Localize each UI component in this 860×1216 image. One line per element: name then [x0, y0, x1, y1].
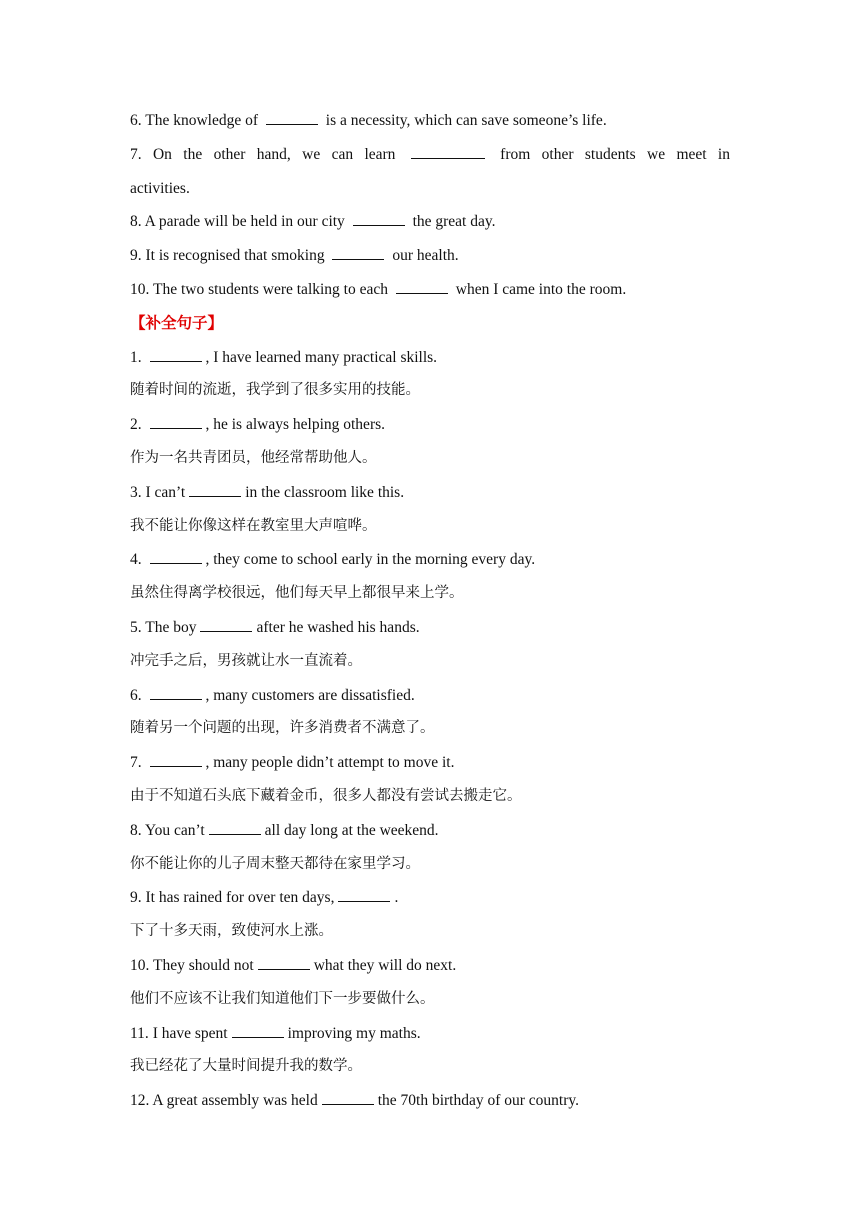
chinese-translation: 作为一名共青团员，他经常帮助他人。 [130, 449, 377, 466]
sentence-text: our health. [392, 247, 459, 265]
sentence-text: all day long at the weekend. [264, 821, 439, 839]
sentence-text: the 70th birthday of our country. [377, 1092, 580, 1110]
item-number: 4. [130, 551, 142, 569]
sentence-text: in the classroom like this. [245, 483, 405, 501]
sentence-text: It is recognised that smoking [145, 247, 325, 265]
answer-blank[interactable] [322, 1092, 374, 1105]
answer-blank[interactable] [353, 213, 405, 226]
item-number: 7. [130, 145, 142, 163]
sentence-text: The knowledge of [145, 112, 259, 129]
chinese-translation: 下了十多天雨，致使河水上涨。 [130, 923, 333, 940]
sentence-text: The two students were talking to each [152, 280, 388, 298]
sentence-text: You can’t [144, 821, 205, 839]
answer-blank[interactable] [396, 281, 448, 294]
answer-blank[interactable] [209, 822, 261, 835]
item-number: 10. [130, 280, 150, 298]
sentence-a10 [130, 273, 730, 307]
sentence-text: A parade will be held in our city [144, 213, 345, 231]
chinese-translation: 虽然住得离学校很远，他们每天早上都很早来上学。 [130, 585, 464, 602]
sentence-text: , I have learned many practical skills. [205, 348, 438, 366]
sentence-text: I can’t [145, 483, 186, 501]
chinese-translation: 由于不知道石头底下藏着金币，很多人都没有尝试去搬走它。 [130, 787, 522, 804]
sentence-b4 [130, 543, 730, 577]
item-number: 6. [130, 112, 142, 129]
chinese-translation: 他们不应该不让我们知道他们下一步要做什么。 [130, 990, 435, 1007]
answer-blank[interactable] [232, 1025, 284, 1038]
answer-blank[interactable] [150, 551, 202, 564]
chinese-translation: 你不能让你的儿子周末整天都待在家里学习。 [130, 855, 420, 872]
answer-blank[interactable] [266, 112, 318, 125]
sentence-text: It has rained for over ten days, [145, 889, 335, 907]
item-number: 10. [130, 956, 150, 974]
sentence-text: is a necessity, which can save someone’s life. [325, 112, 607, 129]
sentence-completion-list [130, 341, 730, 1118]
item-number: 9. [130, 247, 142, 265]
sentence-b10 [130, 949, 730, 983]
sentence-text: The boy [145, 618, 197, 636]
item-number: 2. [130, 416, 142, 434]
answer-blank[interactable] [150, 416, 202, 429]
section-title: 【补全句子】 [130, 313, 224, 332]
sentence-a8 [130, 205, 730, 239]
sentence-b11 [130, 1017, 730, 1051]
answer-blank[interactable] [150, 687, 202, 700]
sentence-text: , they come to school early in the morning every day. [205, 551, 536, 569]
answer-blank[interactable] [332, 247, 384, 260]
sentence-text: A great assembly was held [152, 1092, 318, 1110]
item-number: 1. [130, 348, 142, 366]
document-content [130, 104, 730, 1118]
sentence-text: . [394, 889, 399, 907]
answer-blank[interactable] [411, 146, 485, 159]
chinese-translation: 我已经花了大量时间提升我的数学。 [130, 1058, 362, 1075]
sentence-text: from other students we meet in [500, 145, 730, 163]
sentence-a7 [130, 138, 730, 172]
section-heading [130, 307, 730, 341]
sentence-b5 [130, 611, 730, 645]
sentence-b6 [130, 679, 730, 713]
sentence-b2 [130, 408, 730, 442]
sentence-text: when I came into the room. [455, 280, 627, 298]
sentence-text: I have spent [152, 1024, 228, 1042]
item-number: 8. [130, 821, 142, 839]
chinese-translation: 随着另一个问题的出现，许多消费者不满意了。 [130, 720, 435, 737]
item-number: 6. [130, 686, 142, 704]
sentence-b3 [130, 476, 730, 510]
sentence-a6 [130, 104, 730, 138]
sentence-text: , many people didn’t attempt to move it. [205, 754, 455, 772]
sentence-text: what they will do next. [313, 956, 457, 974]
item-number: 3. [130, 483, 142, 501]
answer-blank[interactable] [258, 957, 310, 970]
sentence-text: after he washed his hands. [256, 618, 420, 636]
sentence-text: , he is always helping others. [205, 416, 386, 434]
answer-blank[interactable] [189, 484, 241, 497]
sentence-text: , many customers are dissatisfied. [205, 686, 415, 704]
sentence-b9 [130, 881, 730, 915]
sentence-text: They should not [152, 956, 254, 974]
sentence-text: activities. [130, 179, 190, 197]
sentence-text: On the other hand, we can learn [152, 145, 396, 163]
chinese-translation: 冲完手之后，男孩就让水一直流着。 [130, 652, 362, 669]
sentence-a9 [130, 239, 730, 273]
item-number: 12. [130, 1092, 150, 1110]
chinese-translation: 随着时间的流逝，我学到了很多实用的技能。 [130, 382, 420, 399]
chinese-translation: 我不能让你像这样在教室里大声喧哗。 [130, 517, 377, 534]
answer-blank[interactable] [150, 349, 202, 362]
sentence-b12 [130, 1084, 730, 1118]
item-number: 7. [130, 754, 142, 772]
sentence-b7 [130, 746, 730, 780]
answer-blank[interactable] [338, 889, 390, 902]
answer-blank[interactable] [200, 619, 252, 632]
sentence-b8 [130, 814, 730, 848]
item-number: 9. [130, 889, 142, 907]
sentence-a7-continued [130, 172, 730, 206]
item-number: 5. [130, 618, 142, 636]
item-number: 11. [130, 1024, 149, 1042]
sentence-b1 [130, 341, 730, 375]
answer-blank[interactable] [150, 754, 202, 767]
item-number: 8. [130, 213, 142, 231]
sentence-text: improving my maths. [287, 1024, 421, 1042]
sentence-text: the great day. [412, 213, 496, 231]
